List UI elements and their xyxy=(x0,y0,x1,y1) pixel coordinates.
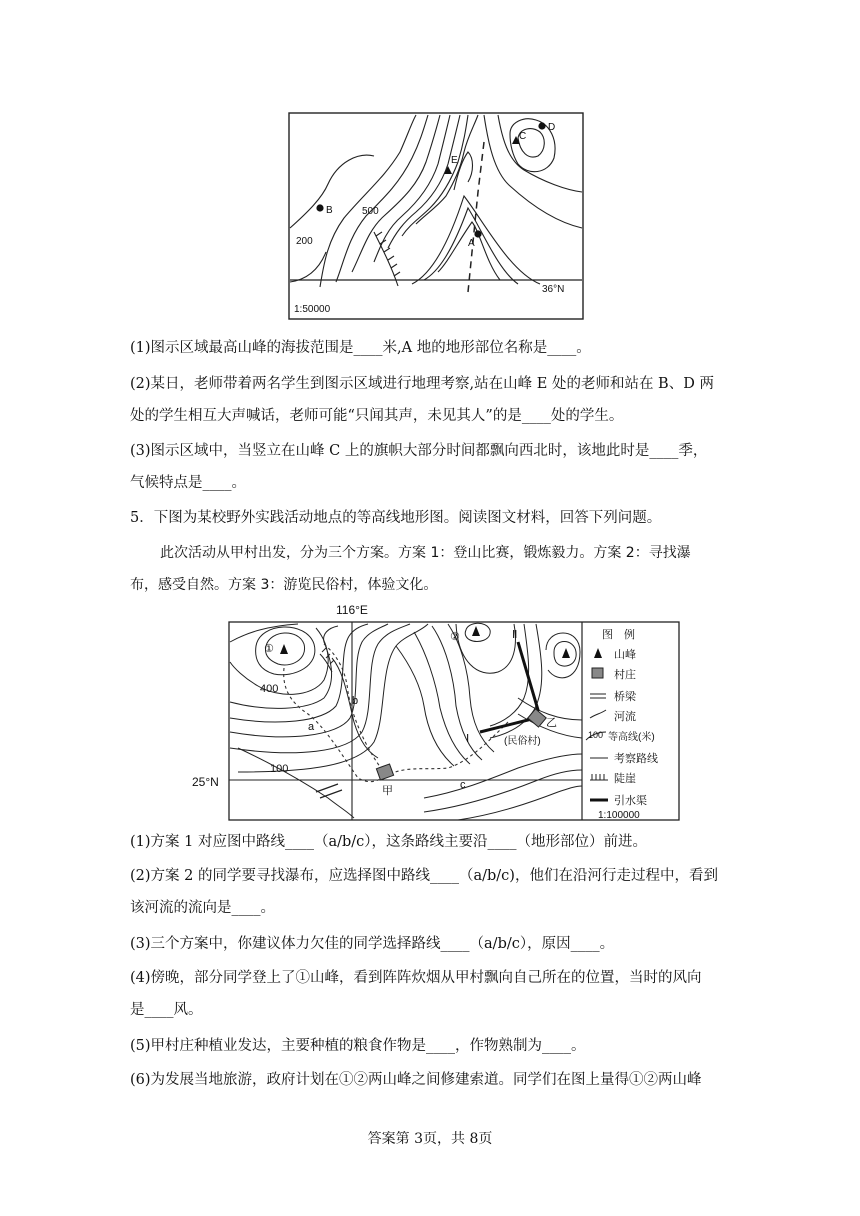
scale-label: 1:50000 xyxy=(294,304,331,315)
question-2-line1: (2)某日，老师带着两名学生到图示区域进行地理考察,站在山峰 E 处的老师和站在 B、D 两 xyxy=(130,376,714,392)
question-3-line1: (3)图示区域中，当竖立在山峰 C 上的旗帜大部分时间都飘向西北时，该地此时是____季， xyxy=(130,443,708,459)
route-b-label: b xyxy=(352,695,359,707)
label-a: A xyxy=(468,238,475,249)
point-d-marker xyxy=(538,122,545,129)
label-e: E xyxy=(451,155,458,166)
contour-map-2 xyxy=(228,602,680,822)
contour-100-label: 100 xyxy=(270,763,289,775)
latitude-label: 36°N xyxy=(542,284,565,295)
canal-end-1-label: Ⅰ xyxy=(466,733,470,745)
question-2-line2: 处的学生相互大声喊话，老师可能“只闻其声，未见其人”的是____处的学生。 xyxy=(130,408,624,424)
q5-4-line1: (4)傍晚，部分同学登上了①山峰，看到阵阵炊烟从甲村飘向自己所在的位置，当时的风向 xyxy=(130,970,702,986)
village-yi-note: (民俗村) xyxy=(504,736,541,747)
peak-2-label: ② xyxy=(450,631,460,643)
route-c-label: c xyxy=(460,779,466,791)
longitude-label: 116°E xyxy=(336,603,368,617)
point-b-marker xyxy=(316,204,323,211)
q5-5: (5)甲村庄种植业发达，主要种植的粮食作物是____，作物熟制为____。 xyxy=(130,1038,586,1054)
route-a-label: a xyxy=(308,721,315,733)
q5-material-line2: 布，感受自然。方案 3：游览民俗村，体验文化。 xyxy=(130,577,438,593)
q5-stem: 5．下图为某校野外实践活动地点的等高线地形图。阅读图文材料，回答下列问题。 xyxy=(130,510,662,526)
legend-scale: 1:100000 xyxy=(598,810,640,821)
legend-item-peak: 山峰 xyxy=(614,649,636,661)
q5-material-line1: 此次活动从甲村出发，分为三个方案。方案 1：登山比赛，锻炼毅力。方案 2：寻找瀑 xyxy=(160,545,691,561)
label-d: D xyxy=(548,122,556,133)
question-3-line2: 气候特点是____。 xyxy=(130,475,246,491)
legend-item-village: 村庄 xyxy=(614,669,636,681)
legend-item-canal: 引水渠 xyxy=(614,795,647,807)
point-a-marker xyxy=(474,230,481,237)
legend-item-bridge: 桥梁 xyxy=(614,691,636,703)
question-1: (1)图示区域最高山峰的海拔范围是____米,A 地的地形部位名称是____。 xyxy=(130,340,591,356)
contour-200-label: 200 xyxy=(296,236,313,247)
peak-1-label: ① xyxy=(264,643,274,655)
q5-2-line2: 该河流的流向是____。 xyxy=(130,900,275,916)
canal-end-2-label: Ⅱ xyxy=(512,629,518,641)
q5-4-line2: 是____风。 xyxy=(130,1002,203,1018)
legend-item-contour: 等高线(米) xyxy=(608,732,655,743)
q5-1: (1)方案 1 对应图中路线____（a/b/c），这条路线主要沿____（地形部位）前进。 xyxy=(130,834,648,850)
latitude-label-25n: 25°N xyxy=(192,775,219,789)
label-b: B xyxy=(326,205,333,216)
contour-400-label: 400 xyxy=(260,683,279,695)
village-jia-label: 甲 xyxy=(382,785,393,797)
legend-title: 图 例 xyxy=(602,629,635,641)
contour-map-1 xyxy=(288,112,584,320)
q5-2-line1: (2)方案 2 的同学要寻找瀑布，应选择图中路线____（a/b/c)，他们在沿河行走过程中，看到 xyxy=(130,868,718,884)
q5-3: (3)三个方案中，你建议体力欠佳的同学选择路线____（a/b/c），原因____。 xyxy=(130,936,615,952)
legend-village-icon xyxy=(592,668,603,678)
legend-item-route: 考察路线 xyxy=(614,753,658,765)
q5-6-line1: (6)为发展当地旅游，政府计划在①②两山峰之间修建索道。同学们在图上量得①②两山峰 xyxy=(130,1072,702,1088)
label-c: C xyxy=(519,131,527,142)
legend-item-river: 河流 xyxy=(614,711,636,723)
village-yi-label: 乙 xyxy=(546,717,557,729)
page-footer: 答案第 3页，共 8页 xyxy=(367,1131,493,1147)
contour-500-label: 500 xyxy=(362,206,379,217)
legend-contour-sample: 100 xyxy=(588,730,604,740)
legend-item-cliff: 陡崖 xyxy=(614,773,636,785)
